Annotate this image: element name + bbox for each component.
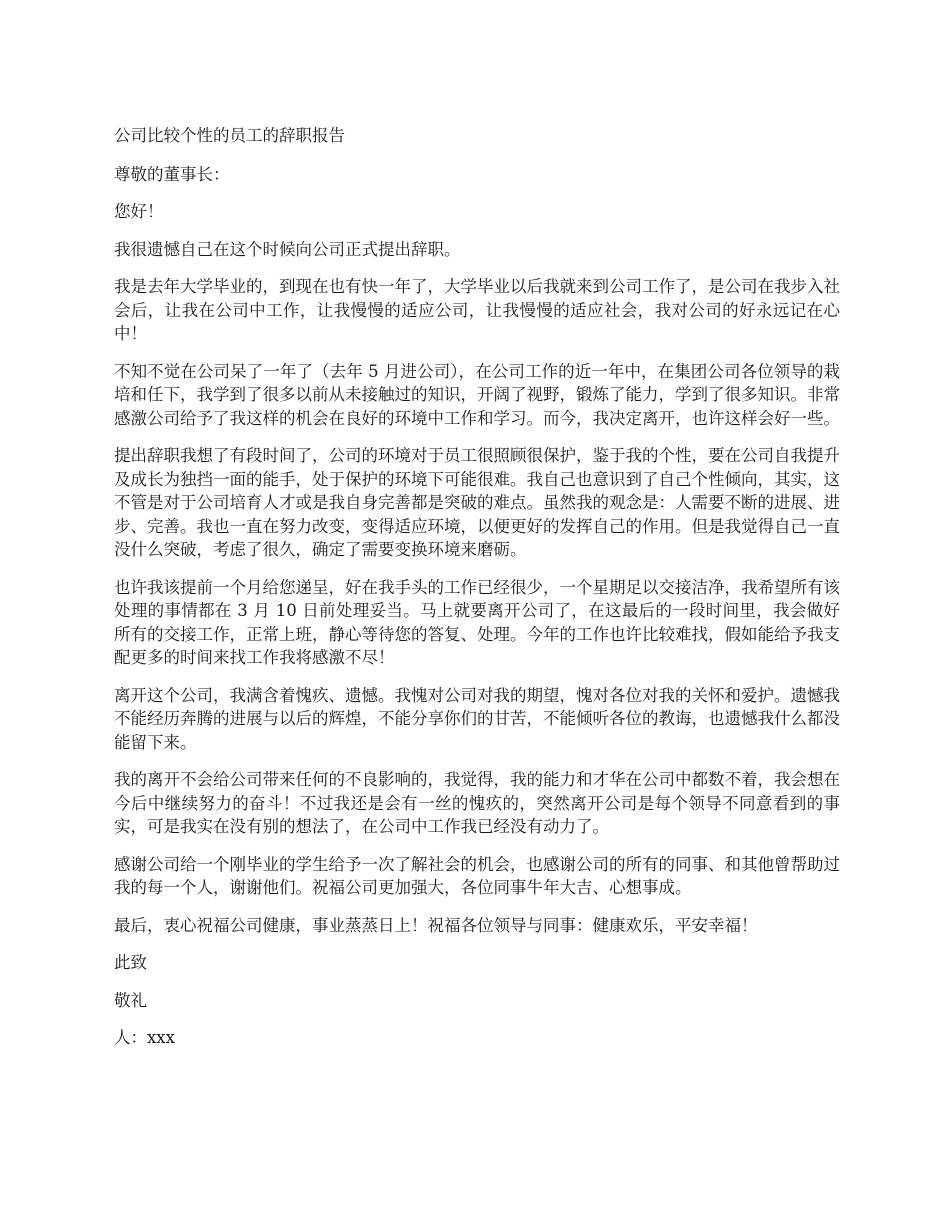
paragraph-impact: 我的离开不会给公司带来任何的不良影响的，我觉得，我的能力和才华在公司中都数不着，我会想在今后中继续努力的奋斗！不过我还是会有一丝的愧疚的，突然离开公司是每个领导不同意看到的事实，可是我实在没有别的想法了，在公司中工作我已经没有动力了。 — [114, 770, 840, 836]
document-title: 公司比较个性的员工的辞职报告 — [114, 126, 345, 145]
closing-line-2: 敬礼 — [114, 990, 147, 1010]
paragraph-intro: 我很遗憾自己在这个时候向公司正式提出辞职。 — [114, 239, 461, 259]
paragraph-thanks: 感谢公司给一个刚毕业的学生给予一次了解社会的机会，也感谢公司的所有的同事、和其他曾帮助过我的每一个人，谢谢他们。祝福公司更加强大，各位同事牛年大吉、心想事成。 — [114, 854, 840, 897]
paragraph-gratitude: 不知不觉在公司呆了一年了（去年 5 月进公司），在公司工作的近一年中，在集团公司各位领导的栽培和任下，我学到了很多以前从未接触过的知识，开阔了视野，锻炼了能力，学到了很多知识。非常感激公司给予了我这样的机会在良好的环境中工作和学习。而今，我决定离开，也许这样会好一些。 — [114, 361, 840, 428]
greeting: 您好！ — [114, 202, 164, 221]
paragraph-wishes: 最后，衷心祝福公司健康，事业蒸蒸日上！祝福各位领导与同事：健康欢乐，平安幸福！ — [114, 915, 758, 935]
paragraph-reason: 提出辞职我想了有段时间了，公司的环境对于员工很照顾很保护，鉴于我的个性，要在公司自我提升及成长为独挡一面的能手，处于保护的环境下可能很难。我自己也意识到了自己个性倾向，其实，这不管是对于公司培育人才或是我自身完善都是突破的难点。虽然我的观念是：人需要不断的进展、进步、完善。我也一直在努力改变，变得适应环境，以便更好的发挥自己的作用。但是我觉得自己一直没什么突破，考虑了很久，确定了需要变换环境来磨砺。 — [114, 446, 840, 559]
signature: 人：xxx — [114, 1028, 175, 1047]
salutation: 尊敬的董事长： — [114, 164, 230, 184]
closing-line-1: 此致 — [114, 953, 147, 972]
paragraph-handover: 也许我该提前一个月给您递呈，好在我手头的工作已经很少，一个星期足以交接洁净，我希望所有该处理的事情都在 3 月 10 日前处理妥当。马上就要离开公司了，在这最后的一段时间里，我会做好所有的交接工作，正常上班，静心等待您的答复、处理。今年的工作也许比较难找，假如能给予我支配更多的时间来找工作我将感激不尽！ — [114, 577, 840, 667]
paragraph-background: 我是去年大学毕业的，到现在也有快一年了，大学毕业以后我就来到公司工作了，是公司在我步入社会后，让我在公司中工作，让我慢慢的适应公司，让我慢慢的适应社会，我对公司的好永远记在心中！ — [114, 277, 840, 343]
paragraph-regret: 离开这个公司，我满含着愧疚、遗憾。我愧对公司对我的期望，愧对各位对我的关怀和爱护。遗憾我不能经历奔腾的进展与以后的辉煌，不能分享你们的甘苦，不能倾听各位的教诲，也遗憾我什么都没能留下来。 — [114, 685, 840, 752]
document-body — [114, 124, 840, 1064]
